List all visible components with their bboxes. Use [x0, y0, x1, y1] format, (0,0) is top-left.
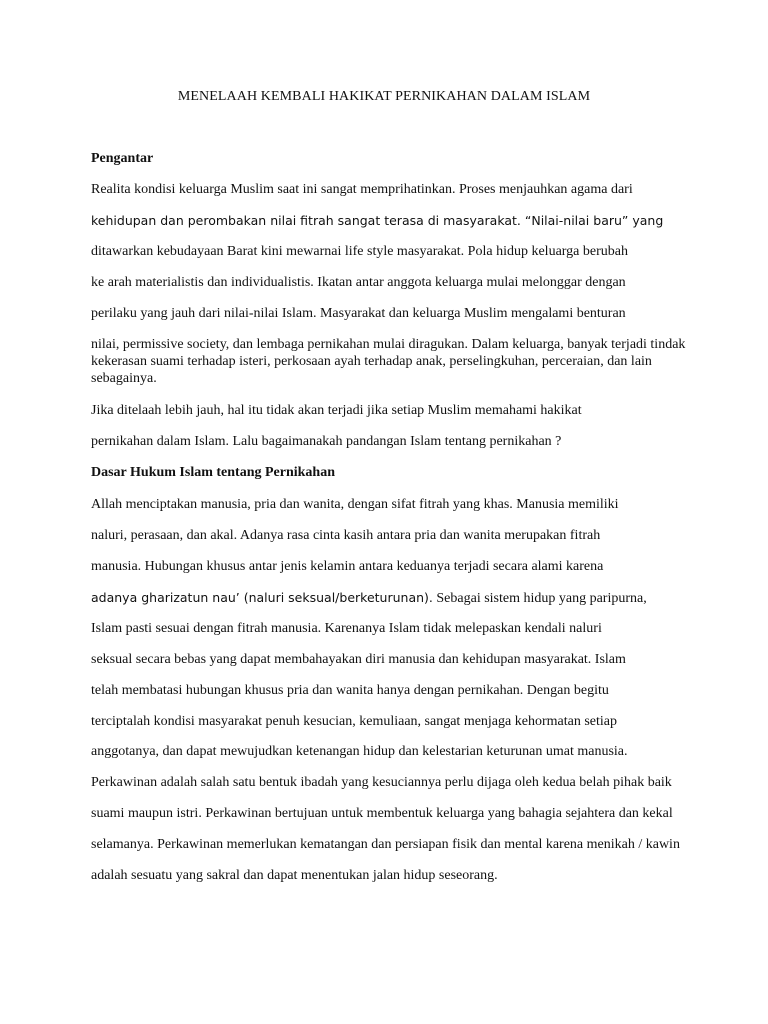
section-heading-pengantar: Pengantar — [91, 151, 154, 166]
paragraph-line-serif-part: Sebagai sistem hidup yang paripurna, — [432, 591, 647, 606]
paragraph-line: ditawarkan kebudayaan Barat kini mewarnai life style masyarakat. Pola hidup keluarga berubah — [91, 244, 628, 259]
paragraph-line: Jika ditelaah lebih jauh, hal itu tidak akan terjadi jika setiap Muslim memahami hakikat — [91, 403, 582, 418]
paragraph-line: Islam pasti sesuai dengan fitrah manusia. Karenanya Islam tidak melepaskan kendali naluri — [91, 621, 602, 636]
paragraph-line: naluri, perasaan, dan akal. Adanya rasa cinta kasih antara pria dan wanita merupakan fitrah — [91, 528, 601, 543]
paragraph-line: Realita kondisi keluarga Muslim saat ini sangat memprihatinkan. Proses menjauhkan agama dari — [91, 182, 633, 197]
paragraph-line: seksual secara bebas yang dapat membahayakan diri manusia dan kehidupan masyarakat. Islam — [91, 652, 626, 667]
document-title: MENELAAH KEMBALI HAKIKAT PERNIKAHAN DALAM ISLAM — [177, 89, 591, 104]
paragraph-line: suami maupun istri. Perkawinan bertujuan untuk membentuk keluarga yang bahagia sejahtera dan kekal — [91, 806, 673, 821]
paragraph-line: selamanya. Perkawinan memerlukan kematangan dan persiapan fisik dan mental karena menikah / kawin — [91, 837, 680, 852]
paragraph-block: nilai, permissive society, dan lembaga pernikahan mulai diragukan. Dalam keluarga, banyak terjadi tindak kekerasan suami terhadap isteri, perkosaan ayah terhadap anak, perselingkuhan, perceraian, dan lain sebagainya. — [91, 337, 686, 386]
paragraph-line-sans-part: adanya gharizatun nau’ (naluri seksual/berketurunan). — [91, 590, 433, 605]
paragraph-line: terciptalah kondisi masyarakat penuh kesucian, kemuliaan, sangat menjaga kehormatan setiap — [91, 714, 617, 729]
paragraph-line: perilaku yang jauh dari nilai-nilai Islam. Masyarakat dan keluarga Muslim mengalami benturan — [91, 306, 626, 321]
paragraph-line: telah membatasi hubungan khusus pria dan wanita hanya dengan pernikahan. Dengan begitu — [91, 683, 609, 698]
paragraph-line-quote-part: “Nilai-nilai baru” yang — [520, 213, 664, 228]
paragraph-line — [91, 212, 663, 230]
paragraph-line: anggotanya, dan dapat mewujudkan ketenangan hidup dan kelestarian keturunan umat manusia. — [91, 744, 628, 759]
paragraph-line: Allah menciptakan manusia, pria dan wanita, dengan sifat fitrah yang khas. Manusia memiliki — [91, 497, 619, 512]
section-heading-dasar-hukum: Dasar Hukum Islam tentang Pernikahan — [91, 465, 336, 480]
paragraph-line: pernikahan dalam Islam. Lalu bagaimanakah pandangan Islam tentang pernikahan ? — [91, 434, 562, 449]
paragraph-line-sans-part: kehidupan dan perombakan nilai fitrah sangat terasa di masyarakat. — [91, 213, 521, 228]
paragraph-line — [91, 589, 647, 607]
paragraph-line: Perkawinan adalah salah satu bentuk ibadah yang kesuciannya perlu dijaga oleh kedua belah pihak baik — [91, 775, 672, 790]
paragraph-line: ke arah materialistis dan individualistis. Ikatan antar anggota keluarga mulai melonggar dengan — [91, 275, 626, 290]
paragraph-line: manusia. Hubungan khusus antar jenis kelamin antara keduanya terjadi secara alami karena — [91, 559, 604, 574]
paragraph-line: adalah sesuatu yang sakral dan dapat menentukan jalan hidup seseorang. — [91, 868, 498, 883]
